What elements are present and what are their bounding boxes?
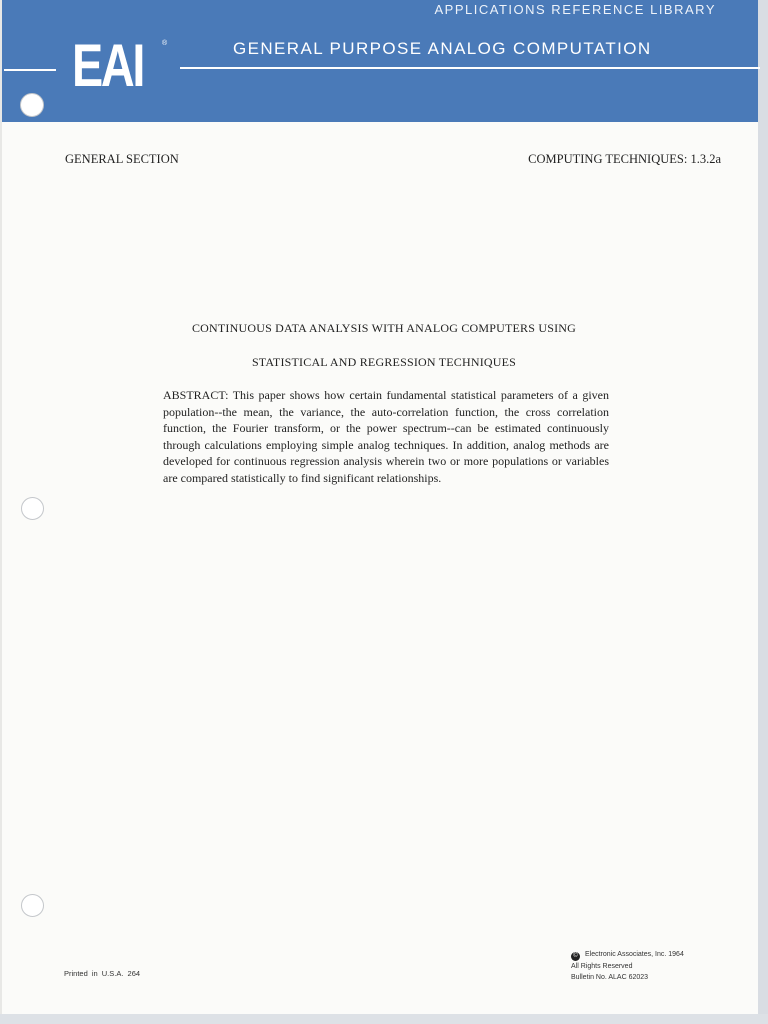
page-edge-bottom	[0, 1014, 768, 1024]
banner-rule-left	[4, 69, 56, 71]
computing-techniques-label: COMPUTING TECHNIQUES: 1.3.2a	[528, 152, 721, 166]
copyright-text: Electronic Associates, Inc. 1964	[585, 951, 684, 958]
copyright-icon: ©	[571, 952, 580, 961]
punch-hole-bottom	[21, 894, 44, 917]
document-title-line1: CONTINUOUS DATA ANALYSIS WITH ANALOG COMPUTERS USING	[191, 321, 577, 335]
banner-subtitle: GENERAL PURPOSE ANALOG COMPUTATION	[233, 39, 652, 58]
banner-rule-right	[180, 67, 760, 69]
header-banner	[2, 0, 758, 122]
copyright-block	[571, 949, 684, 983]
bulletin-number: Bulletin No. ALAC 62023	[571, 974, 649, 981]
abstract-text: ABSTRACT: This paper shows how certain fundamental statistical parameters of a given population--the mean, the variance, the auto-correlation function, the cross correlation function, the Fourier transform, or the power spectrum--can be estimated continuously through calculations employing simple analog techniques. In addition, analog methods are developed for continuous regression analysis wherein two or more populations or variables are compared statistically to find significant relationships.	[163, 388, 609, 485]
eai-logo: EAI	[72, 32, 144, 99]
registered-mark: ®	[162, 40, 168, 47]
section-label: GENERAL SECTION	[65, 152, 179, 166]
page-edge-right	[758, 0, 768, 1024]
printed-in-label: Printed in U.S.A. 264	[64, 969, 141, 978]
library-label: APPLICATIONS REFERENCE LIBRARY	[434, 2, 716, 17]
punch-hole-top	[20, 93, 44, 117]
copyright-line	[571, 949, 684, 961]
rights-text: All Rights Reserved	[571, 963, 633, 970]
document-title-line2: STATISTICAL AND REGRESSION TECHNIQUES	[251, 355, 517, 369]
punch-hole-middle	[21, 497, 44, 520]
